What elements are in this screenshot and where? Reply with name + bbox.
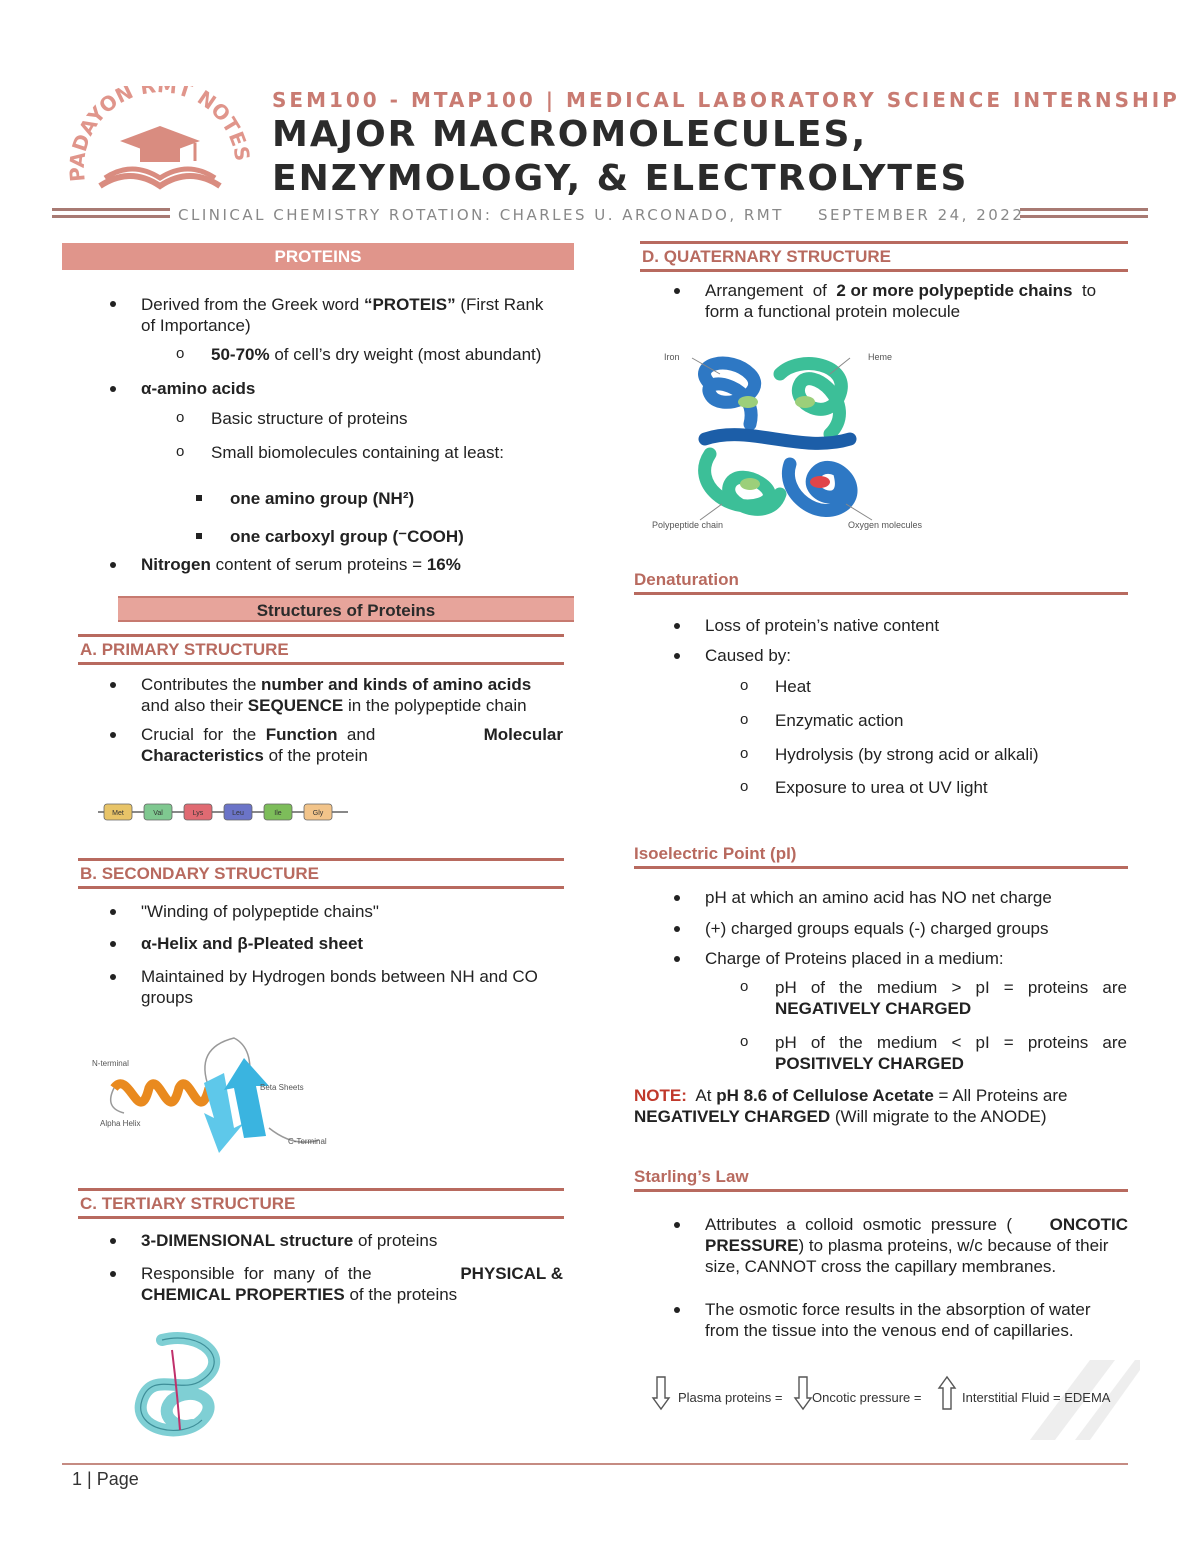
text-bold: 2 or more polypeptide chains [836, 281, 1073, 300]
text-bold: PHYSICAL & [460, 1264, 563, 1283]
amino-acid-bead-label: Ile [274, 810, 282, 817]
text-bold: Function [265, 725, 338, 744]
bullet [674, 653, 680, 659]
text: pH of the medium < pI = proteins are [775, 1033, 1127, 1052]
sub-bullet: o [740, 978, 749, 995]
text: pH of the medium > pI = proteins are [775, 978, 1127, 997]
denaturation-bullet-1: Loss of protein’s native content [705, 616, 940, 635]
label-c-terminal: C-Terminal [288, 1137, 327, 1146]
text: and [337, 725, 385, 744]
label-alpha-helix: Alpha Helix [100, 1119, 141, 1128]
equation-oncotic-pressure: Oncotic pressure = [812, 1390, 922, 1405]
tertiary-structure-heading: C. TERTIARY STRUCTURE [78, 1188, 564, 1219]
date-label: SEPTEMBER 24, 2022 [818, 206, 1025, 224]
tertiary-bullet-2 [141, 1263, 563, 1305]
bullet [674, 288, 680, 294]
amino-group: one amino group (NH²) [230, 489, 415, 508]
text: of cell’s dry weight (most abundant) [269, 345, 542, 364]
text-bold: POSITIVELY CHARGED [775, 1054, 964, 1073]
equation-plasma-proteins: Plasma proteins = [678, 1390, 783, 1405]
header-rule-left [52, 208, 170, 218]
amino-small-biomolecules: Small biomolecules containing at least: [211, 443, 504, 462]
amino-acid-bead-label: Leu [232, 810, 244, 817]
isoelectric-note [634, 1085, 1128, 1127]
logo-text: PADAYON R T NOTES [64, 86, 255, 183]
text: groups [141, 988, 193, 1007]
text-bold: ONCOTIC [1049, 1215, 1128, 1234]
hemoglobin-illustration [650, 344, 923, 544]
bullet [674, 895, 680, 901]
text-bold: 50-70% [211, 345, 270, 364]
secondary-structure-heading: B. SECONDARY STRUCTURE [78, 858, 564, 889]
down-arrow-icon [652, 1376, 670, 1413]
tertiary-illustration [122, 1330, 242, 1442]
isoelectric-bullet-2: (+) charged groups equals (-) charged groups [705, 919, 1049, 938]
text: to [1072, 281, 1097, 300]
cause-hydrolysis: Hydrolysis (by strong acid or alkali) [775, 745, 1039, 764]
ph-less-than-pi [775, 1032, 1127, 1074]
square-bullet [196, 533, 202, 539]
bullet [110, 301, 116, 307]
label-iron: Iron [664, 352, 680, 362]
amino-acid-bead-label: Met [112, 810, 124, 817]
amino-acid-bead-label: Val [153, 810, 163, 817]
bullet [674, 926, 680, 932]
text: Responsible for many of the [141, 1264, 382, 1283]
edema-equation [652, 1376, 1132, 1416]
cause-heat: Heat [775, 677, 811, 696]
primary-structure-heading: A. PRIMARY STRUCTURE [78, 634, 564, 665]
quaternary-structure-heading: D. QUATERNARY STRUCTURE [640, 241, 1128, 272]
amino-acid-bead-label: Gly [312, 810, 324, 817]
alpha-amino-acids: α-amino acids [141, 379, 256, 398]
text: (First Rank [455, 295, 544, 314]
cause-urea-uv: Exposure to urea ot UV light [775, 778, 988, 797]
bullet [110, 974, 116, 980]
text-bold: Nitrogen [141, 555, 211, 574]
tertiary-structure-figure [122, 1330, 242, 1442]
primary-bullet-2 [141, 724, 563, 766]
text: size, CANNOT cross the capillary membranes. [705, 1257, 1057, 1276]
bullet [110, 386, 116, 392]
text-bold: Characteristics [141, 746, 264, 765]
carboxyl-group: one carboxyl group (⁻COOH) [230, 527, 464, 546]
bullet [674, 1222, 680, 1228]
logo [60, 86, 260, 196]
secondary-bullet-1: "Winding of polypeptide chains" [141, 902, 379, 921]
equation-interstitial-fluid: Interstitial Fluid = EDEMA [962, 1390, 1111, 1405]
page-title-line2: ENZYMOLOGY, & ELECTROLYTES [272, 158, 969, 199]
down-arrow-icon [794, 1376, 812, 1413]
text: Arrangement of [705, 281, 837, 300]
denaturation-bullet-2: Caused by: [705, 646, 791, 665]
bullet [674, 1307, 680, 1313]
starling-heading: Starling’s Law [634, 1167, 1128, 1192]
helix-sheet-illustration [84, 1028, 344, 1168]
bullet [110, 941, 116, 947]
sub-bullet: o [740, 745, 749, 762]
text-bold: “PROTEIS” [363, 295, 456, 314]
note-label: NOTE: [634, 1086, 687, 1105]
sub-bullet: o [740, 711, 749, 728]
text-bold: NEGATIVELY CHARGED [775, 999, 972, 1018]
text-bold: NEGATIVELY CHARGED [634, 1107, 831, 1126]
label-n-terminal: N-terminal [92, 1059, 129, 1068]
sub-bullet: o [740, 1033, 749, 1050]
page-number: 1 | Page [72, 1469, 139, 1489]
square-bullet [196, 495, 202, 501]
bullet [674, 956, 680, 962]
nitrogen-content [141, 554, 461, 575]
text: At [686, 1086, 717, 1105]
isoelectric-heading: Isoelectric Point (pI) [634, 844, 1128, 869]
sub-bullet: o [176, 345, 185, 362]
text: Maintained by Hydrogen bonds between NH and CO [141, 967, 538, 986]
text-bold: number and kinds of amino acids [261, 675, 532, 694]
text: Attributes a colloid osmotic pressure ( [705, 1215, 1013, 1234]
text: form a functional protein molecule [705, 302, 961, 321]
structures-heading: Structures of Proteins [118, 596, 574, 622]
sub-bullet: o [740, 778, 749, 795]
text: The osmotic force results in the absorption of water [705, 1300, 1091, 1319]
text: ) to plasma proteins, w/c because of their [798, 1236, 1109, 1255]
text: from the tissue into the venous end of capillaries. [705, 1321, 1074, 1340]
proteins-bullet-origin [141, 294, 566, 336]
page-title-line1: MAJOR MACROMOLECULES, [272, 114, 868, 155]
proteins-heading: PROTEINS [62, 243, 574, 270]
bullet [110, 562, 116, 568]
secondary-bullet-2: α-Helix and β-Pleated sheet [141, 934, 364, 953]
text: Derived from the Greek word [141, 295, 364, 314]
text: of the proteins [344, 1285, 458, 1304]
quaternary-structure-figure [650, 344, 923, 544]
text: (Will migrate to the ANODE) [830, 1107, 1047, 1126]
ph-greater-than-pi [775, 977, 1127, 1019]
up-arrow-icon [938, 1376, 956, 1413]
amino-acid-bead-label: Lys [192, 810, 204, 817]
rotation-label: CLINICAL CHEMISTRY ROTATION: CHARLES U. ARCONADO, RMT [178, 206, 784, 224]
text-bold: 3-DIMENSIONAL structure [141, 1231, 354, 1250]
cause-enzymatic: Enzymatic action [775, 711, 904, 730]
bullet [110, 1238, 116, 1244]
sub-bullet: o [176, 409, 185, 426]
amino-acid-chain [98, 798, 358, 830]
label-polypeptide-chain: Polypeptide chain [652, 520, 724, 530]
starling-bullet-2 [705, 1299, 1128, 1341]
secondary-structure-figure [84, 1028, 344, 1168]
text: Crucial for the [141, 725, 266, 744]
text: of Importance) [141, 316, 251, 335]
footer-rule [62, 1463, 1128, 1465]
isoelectric-bullet-1: pH at which an amino acid has NO net charge [705, 888, 1052, 907]
bullet [110, 732, 116, 738]
text-bold: Molecular [483, 725, 563, 744]
label-oxygen-molecules: Oxygen molecules [848, 520, 923, 530]
proteins-dry-weight [211, 344, 541, 365]
course-title: SEM100 - MTAP100 | MEDICAL LABORATORY SCIENCE INTERNSHIP [272, 88, 1180, 112]
text: content of serum proteins = [210, 555, 427, 574]
bullet [110, 682, 116, 688]
secondary-bullet-3 [141, 966, 566, 1008]
text: of the protein [263, 746, 368, 765]
text-bold: CHEMICAL PROPERTIES [141, 1285, 345, 1304]
isoelectric-bullet-3: Charge of Proteins placed in a medium: [705, 949, 1004, 968]
header-rule-right [1020, 208, 1148, 218]
quaternary-bullet-1 [705, 280, 1128, 322]
amino-basic-structure: Basic structure of proteins [211, 409, 408, 428]
text: Contributes the [141, 675, 262, 694]
sub-bullet: o [740, 677, 749, 694]
logo-graphic [60, 86, 260, 196]
tertiary-bullet-1 [141, 1230, 437, 1251]
bullet [110, 909, 116, 915]
text-bold: PRESSURE [705, 1236, 799, 1255]
primary-bullet-1 [141, 674, 563, 716]
text: of proteins [353, 1231, 438, 1250]
text: and also their [141, 696, 248, 715]
text: in the polypeptide chain [343, 696, 527, 715]
text-bold: 16% [426, 555, 461, 574]
text: = All Proteins are [933, 1086, 1068, 1105]
bullet [110, 1271, 116, 1277]
denaturation-heading: Denaturation [634, 570, 1128, 595]
label-heme: Heme [868, 352, 893, 362]
text-bold: SEQUENCE [247, 696, 344, 715]
label-beta-sheets: Beta Sheets [260, 1083, 304, 1092]
bullet [674, 623, 680, 629]
text-bold: pH 8.6 of Cellulose Acetate [716, 1086, 934, 1105]
sub-bullet: o [176, 443, 185, 460]
starling-bullet-1 [705, 1214, 1128, 1277]
amino-acid-chain-figure [98, 798, 358, 830]
